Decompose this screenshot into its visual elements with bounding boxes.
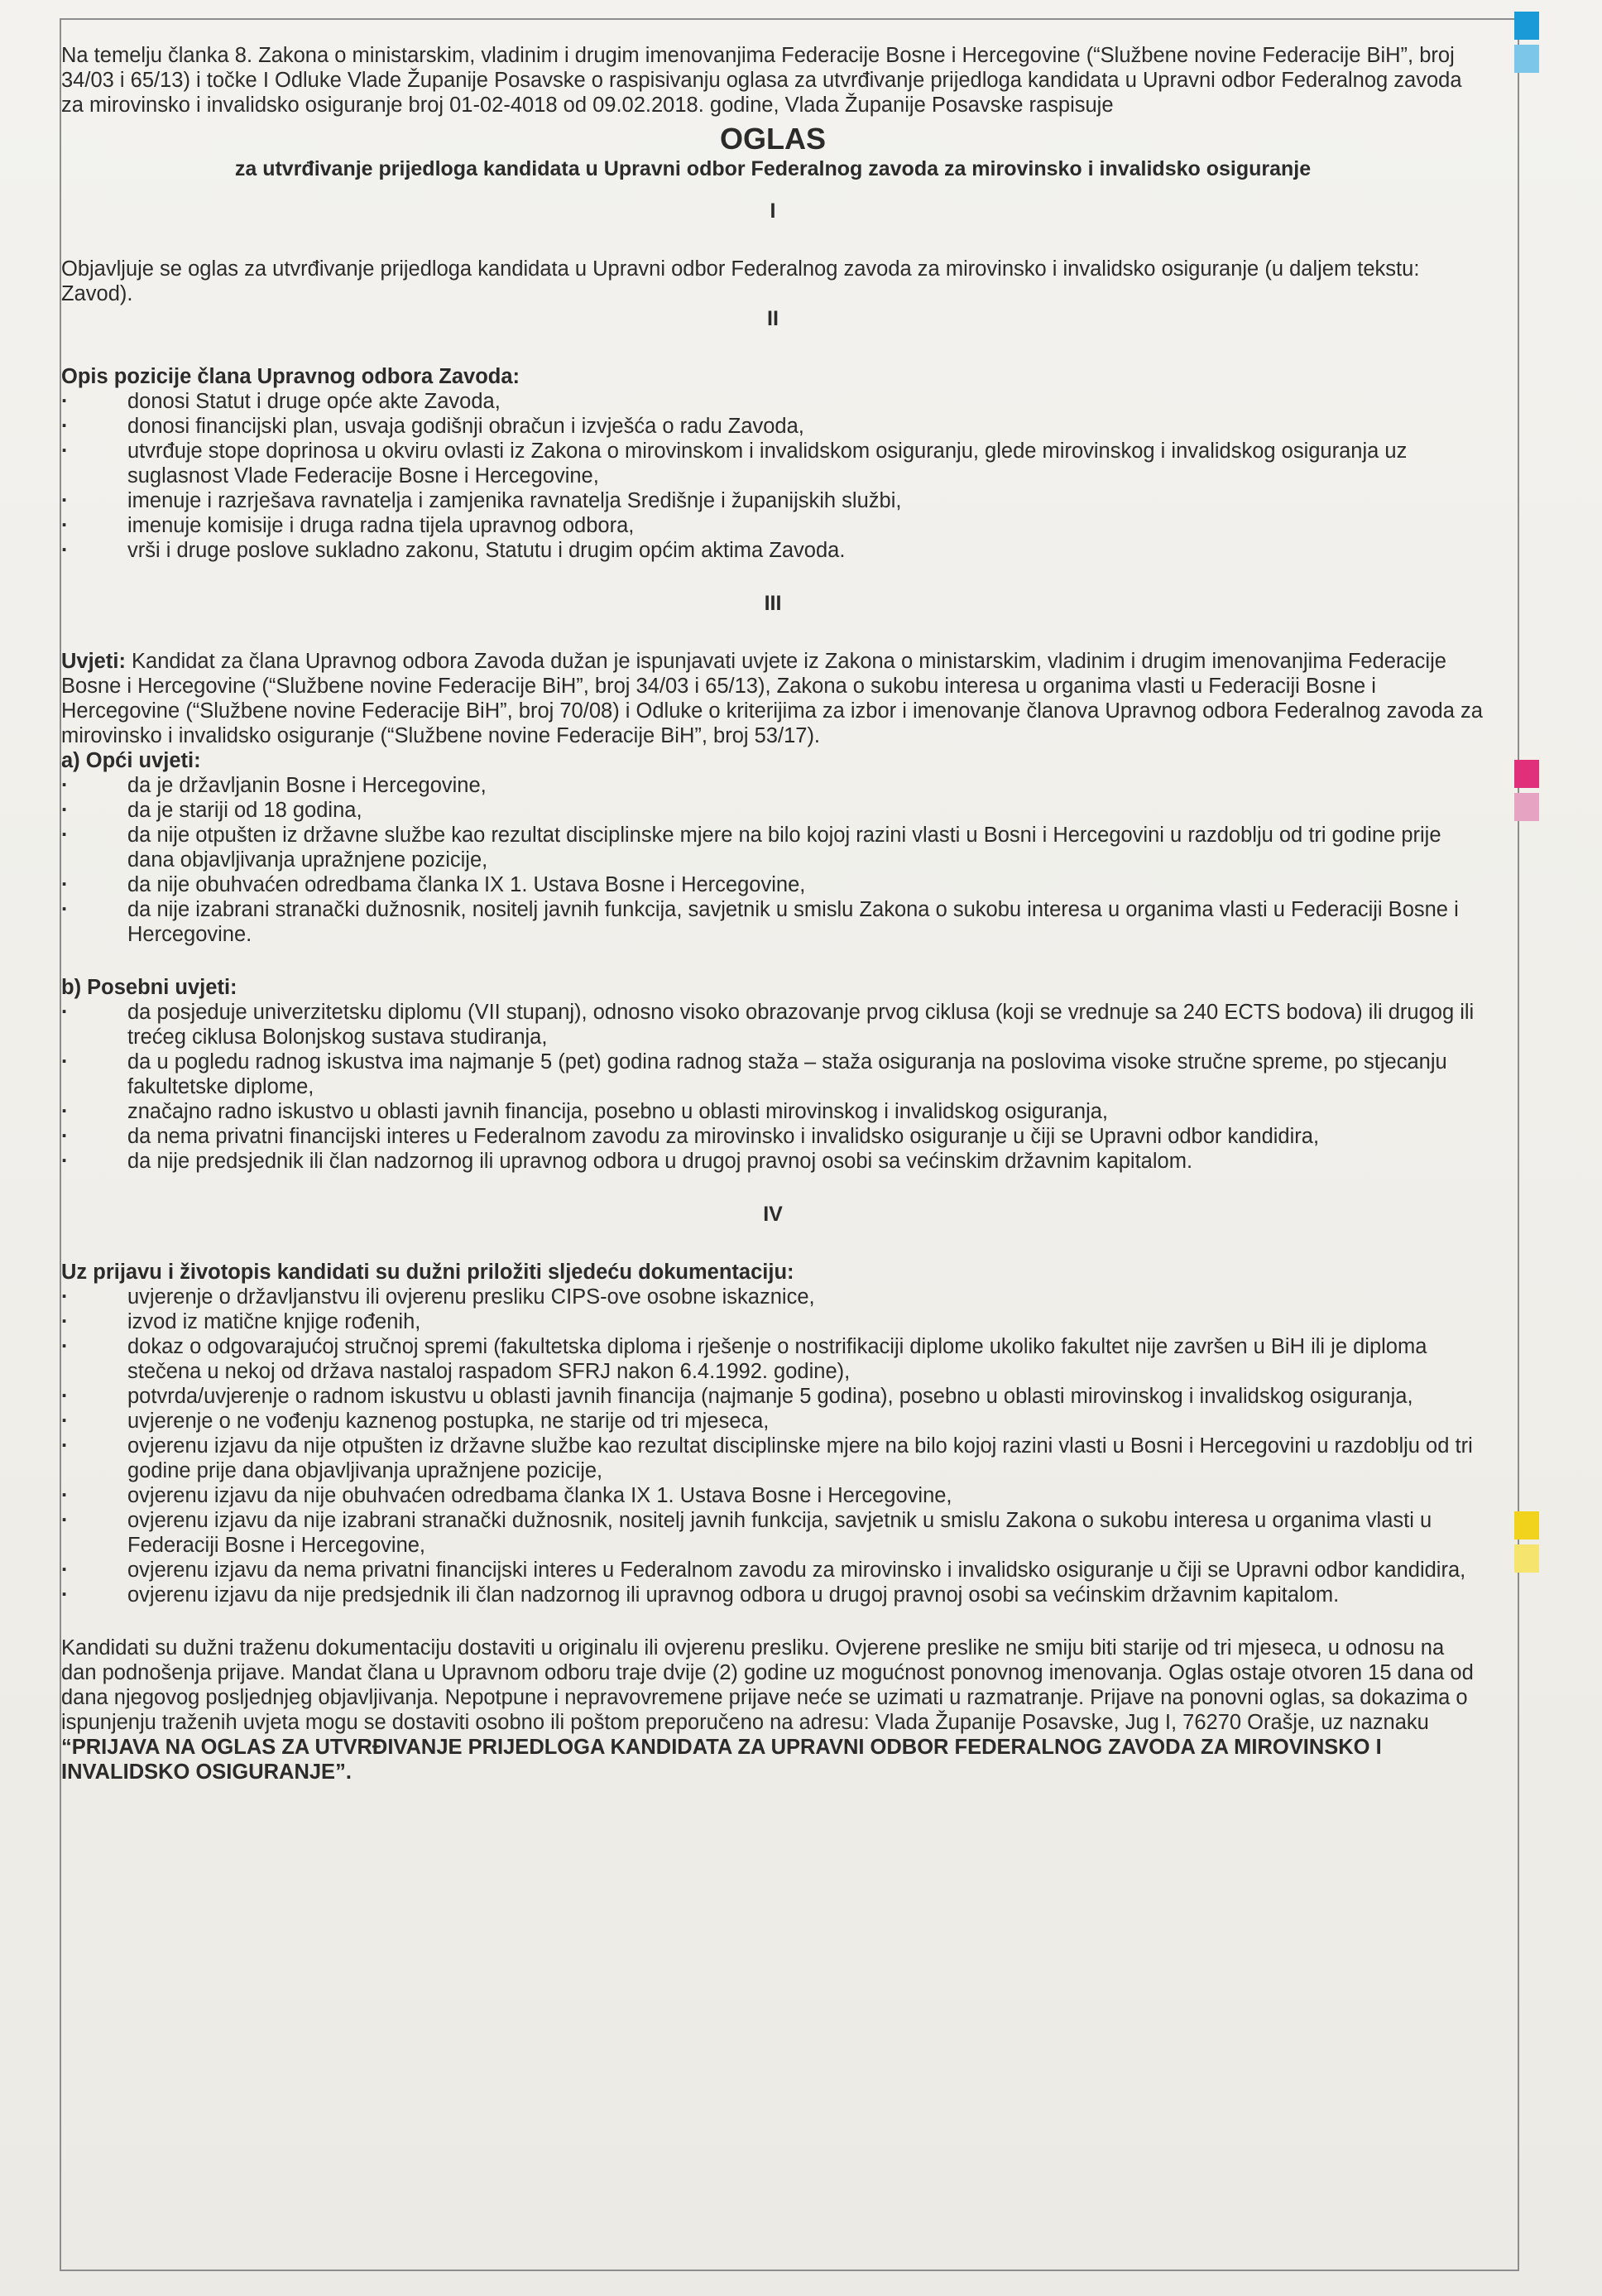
section-numeral-i: I bbox=[770, 199, 776, 223]
list-item: · utvrđuje stope doprinosa u okviru ovlasti iz Zakona o mirovinskom i invalidskom osiguranju, glede mirovinskog i invalidskog osiguranja uz suglasnost Vlade Federacije Bosne i Hercegovine, bbox=[61, 439, 1484, 488]
list-item: · značajno radno iskustvo u oblasti javnih financija, posebno u oblasti mirovinskog i invalidskog osiguranja, bbox=[61, 1099, 1484, 1124]
list-item: · ovjerenu izjavu da nije izabrani stranački dužnosnik, nositelj javnih funkcija, savjetnik u smislu Zakona o sukobu interesa u organima vlasti u Federaciji Bosne i Hercegovine, bbox=[61, 1508, 1484, 1558]
yellow-light-swatch bbox=[1514, 1544, 1539, 1573]
announcement-title: OGLAS bbox=[719, 122, 826, 156]
cyan-light-swatch bbox=[1514, 45, 1539, 73]
magenta-swatch bbox=[1514, 760, 1539, 788]
list-item: · ovjerenu izjavu da nema privatni financijski interes u Federalnom zavodu za mirovinsko i invalidsko osiguranje u čiji se Upravni odbor kandidira, bbox=[61, 1558, 1484, 1583]
cyan-swatch bbox=[1514, 12, 1539, 40]
magenta-print-marks bbox=[1514, 760, 1539, 826]
section-i-text: Objavljuje se oglas za utvrđivanje prijedloga kandidata u Upravni odbor Federalnog zavoda za mirovinsko i invalidsko osiguranje (u daljem tekstu: Zavod). bbox=[61, 257, 1420, 305]
list-item: · imenuje i razrješava ravnatelja i zamjenika ravnatelja Središnje i županijskih službi, bbox=[61, 488, 1484, 513]
position-duties-list bbox=[61, 389, 1484, 563]
general-conditions-heading: a) Opći uvjeti: bbox=[61, 749, 201, 772]
documentation-heading: Uz prijavu i životopis kandidati su dužni priložiti sljedeću dokumentaciju: bbox=[61, 1261, 794, 1284]
closing-paragraph bbox=[61, 1636, 1484, 1784]
position-description-heading: Opis pozicije člana Upravnog odbora Zavoda: bbox=[61, 365, 520, 388]
list-item: · vrši i druge poslove sukladno zakonu, Statutu i drugim općim aktima Zavoda. bbox=[61, 538, 1484, 563]
announcement-content bbox=[61, 43, 1484, 1784]
closing-text: Kandidati su dužni traženu dokumentaciju dostaviti u originalu ili ovjerenu presliku. Ovjerene preslike ne smiju biti starije od tri mjeseca, u odnosu na dan podnošenja prijave. Mandat člana u Upravnom odboru traje dvije (2) godine uz mogućnost ponovnog imenovanja. Oglas ostaje otvoren 15 dana od dana njegovog posljednjeg objavljivanja. Nepotpune i nepravovremene prijave neće se uzimati u razmatranje. Prijave na ponovni oglas, sa dokazima o ispunjenju traženih uvjeta mogu se dostaviti osobno ili poštom preporučeno na adresu: Vlada Županije Posavske, Jug I, 76270 Orašje, uz naznaku bbox=[61, 1636, 1474, 1734]
list-item: · potvrda/uvjerenje o radnom iskustvu u oblasti javnih financija (najmanje 5 godina), posebno u oblasti mirovinskog i invalidskog osiguranja, bbox=[61, 1384, 1484, 1409]
list-item: · dokaz o odgovarajućoj stručnoj spremi (fakultetska diploma i rješenje o nostrifikaciji diplome ukoliko fakultet nije završen u BiH ili je diploma stečena u nekoj od država nastaloj raspadom SFRJ nakon 6.4.1992. godine), bbox=[61, 1334, 1484, 1384]
list-item: · imenuje komisije i druga radna tijela upravnog odbora, bbox=[61, 513, 1484, 538]
list-item: · da je državljanin Bosne i Hercegovine, bbox=[61, 773, 1484, 798]
section-numeral-iv: IV bbox=[763, 1203, 783, 1226]
conditions-text: Kandidat za člana Upravnog odbora Zavoda dužan je ispunjavati uvjete iz Zakona o ministarskim, vladinim i drugim imenovanjima Federacije Bosne i Hercegovine (“Službene novine Federacije BiH”, broj 34/03 i 65/13), Zakona o sukobu interesa u organima vlasti u Federaciji Bosne i Hercegovine (“Službene novine Federacije BiH”, broj 70/08) i Odluke o kriterijima za izbor i imenovanje članova Upravnog odbora Federalnog zavoda za mirovinsko i invalidsko osiguranje (“Službene novine Federacije BiH”, broj 53/17). bbox=[61, 650, 1483, 747]
list-item: · da nema privatni financijski interes u Federalnom zavodu za mirovinsko i invalidsko osiguranje u čiji se Upravni odbor kandidira, bbox=[61, 1124, 1484, 1149]
list-item: · da nije otpušten iz državne službe kao rezultat disciplinske mjere na bilo kojoj razini vlasti u Bosni i Hercegovini u razdoblju od tri godine prije dana objavljivanja upražnjene pozicije, bbox=[61, 823, 1484, 872]
list-item: · da nije predsjednik ili član nadzornog ili upravnog odbora u drugoj pravnoj osobi sa većinskim državnim kapitalom. bbox=[61, 1149, 1484, 1174]
list-item: · da nije obuhvaćen odredbama članka IX 1. Ustava Bosne i Hercegovine, bbox=[61, 872, 1484, 897]
conditions-lead: Uvjeti: bbox=[61, 650, 126, 673]
list-item: · da posjeduje univerzitetsku diplomu (VII stupanj), odnosno visoko obrazovanje prvog ciklusa (koji se vrednuje sa 240 ECTS bodova) ili drugog ili trećeg ciklusa Bolonjskog sustava studiranja, bbox=[61, 1000, 1484, 1050]
yellow-print-marks bbox=[1514, 1511, 1539, 1578]
section-numeral-ii: II bbox=[767, 307, 779, 330]
list-item: · ovjerenu izjavu da nije otpušten iz državne službe kao rezultat disciplinske mjere na bilo kojoj razini vlasti u Bosni i Hercegovini u razdoblju od tri godine prije dana objavljivanja upražnjene pozicije, bbox=[61, 1434, 1484, 1483]
list-item: · uvjerenje o državljanstvu ili ovjerenu presliku CIPS-ove osobne iskaznice, bbox=[61, 1285, 1484, 1309]
list-item: · donosi Statut i druge opće akte Zavoda, bbox=[61, 389, 1484, 414]
documentation-list bbox=[61, 1285, 1484, 1607]
conditions-paragraph bbox=[61, 649, 1484, 748]
submission-label: “PRIJAVA NA OGLAS ZA UTVRĐIVANJE PRIJEDLOGA KANDIDATA ZA UPRAVNI ODBOR FEDERALNOG ZAVODA ZA MIROVINSKO I INVALIDSKO OSIGURANJE”. bbox=[61, 1736, 1382, 1784]
list-item: · da je stariji od 18 godina, bbox=[61, 798, 1484, 823]
list-item: · ovjerenu izjavu da nije predsjednik ili član nadzornog ili upravnog odbora u drugoj pravnoj osobi sa većinskim državnim kapitalom. bbox=[61, 1583, 1484, 1607]
magenta-light-swatch bbox=[1514, 793, 1539, 821]
section-numeral-iii: III bbox=[764, 592, 782, 615]
general-conditions-list bbox=[61, 773, 1484, 947]
list-item: · uvjerenje o ne vođenju kaznenog postupka, ne starije od tri mjeseca, bbox=[61, 1409, 1484, 1434]
special-conditions-heading: b) Posebni uvjeti: bbox=[61, 976, 237, 999]
yellow-swatch bbox=[1514, 1511, 1539, 1539]
intro-paragraph: Na temelju članka 8. Zakona o ministarskim, vladinim i drugim imenovanjima Federacije Bosne i Hercegovine (“Službene novine Federacije BiH”, broj 34/03 i 65/13) i točke I Odluke Vlade Županije Posavske o raspisivanju oglasa za utvrđivanje prijedloga kandidata u Upravni odbor Federalnog zavoda za mirovinsko i invalidsko osiguranje broj 01-02-4018 od 09.02.2018. godine, Vlada Županije Posavske raspisuje bbox=[61, 44, 1462, 117]
list-item: · donosi financijski plan, usvaja godišnji obračun i izvješća o radu Zavoda, bbox=[61, 414, 1484, 439]
special-conditions-list bbox=[61, 1000, 1484, 1174]
announcement-subtitle: za utvrđivanje prijedloga kandidata u Upravni odbor Federalnog zavoda za mirovinsko i invalidsko osiguranje bbox=[234, 157, 1312, 180]
list-item: · da u pogledu radnog iskustva ima najmanje 5 (pet) godina radnog staža – staža osiguranja na poslovima visoke stručne spreme, po stjecanju fakultetske diplome, bbox=[61, 1050, 1484, 1099]
list-item: · ovjerenu izjavu da nije obuhvaćen odredbama članka IX 1. Ustava Bosne i Hercegovine, bbox=[61, 1483, 1484, 1508]
list-item: · da nije izabrani stranački dužnosnik, nositelj javnih funkcija, savjetnik u smislu Zakona o sukobu interesa u organima vlasti u Federaciji Bosne i Hercegovine. bbox=[61, 897, 1484, 947]
cyan-print-marks bbox=[1514, 12, 1539, 78]
list-item: · izvod iz matične knjige rođenih, bbox=[61, 1309, 1484, 1334]
